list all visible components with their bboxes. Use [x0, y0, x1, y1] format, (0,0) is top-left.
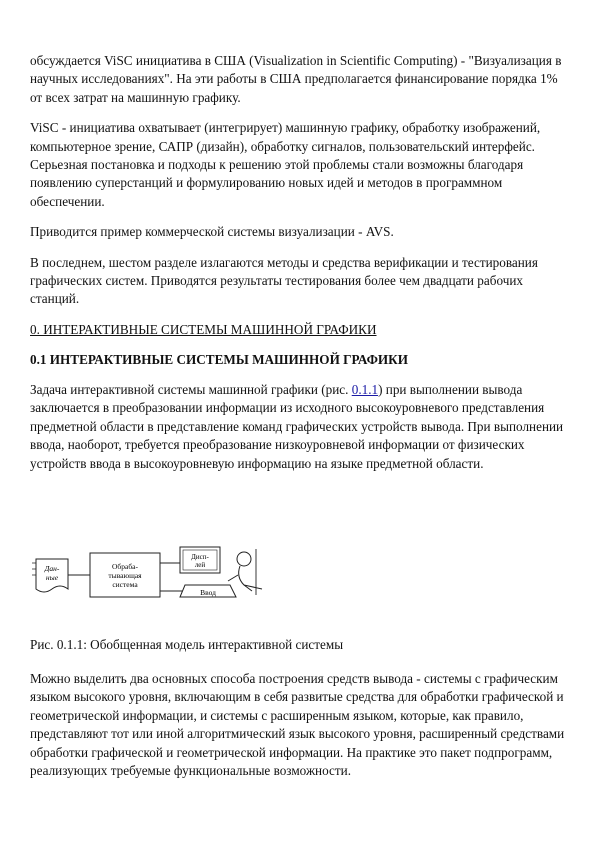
processing-label-line1: Обраба-: [112, 562, 138, 571]
data-document-shape: [32, 559, 68, 592]
data-label-line1: Дан-: [44, 564, 60, 573]
interactive-system-figure: [30, 545, 390, 605]
paragraph-visc-scope: ViSC - инициатива охватывает (интегрирует) машинную графику, обработку изображений, компьютерное зрение, САПР (дизайн), обработку сигналов, пользовательский интерфейс. Серьезная постановка и подходы к решению этой проблемы стали возможны благодаря появлению суперстанций и формулированию новых идей и методов в программном обеспечении.: [30, 120, 541, 209]
task-text-after: ) при выполнении вывода заключается в преобразовании информации из исходного высокоуровневого представления предметной области в представление команд графических устройств вывода. При выполнении ввода, наоборот, требуется преобразование низкоуровневой информации от физических устройств ввода в высокоуровневую информацию на языке предметной области.: [30, 381, 564, 471]
processing-label-line2: тывающая: [108, 571, 142, 580]
paragraph-visc-intro: обсуждается ViSC инициатива в США (Visualization in Scientific Computing) - "Визуализация в научных исследованиях". На эти работы в США предполагается финансирование порядка 1% от всех затрат на машинную графику.: [30, 53, 562, 105]
subsection-heading: 0.1 ИНТЕРАКТИВНЫЕ СИСТЕМЫ МАШИННОЙ ГРАФИКИ: [30, 351, 408, 367]
paragraph-avs: Приводится пример коммерческой системы визуализации - AVS.: [30, 224, 394, 240]
figure-caption: Рис. 0.1.1: Обобщенная модель интерактивной системы: [30, 637, 344, 652]
data-label-line2: ные: [45, 573, 59, 582]
paragraph-output-methods: Можно выделить два основных способа построения средств вывода - системы с графическим языком высокого уровня, включающим в себя развитые средства для обработки графической и геометрической информации, и системы с расширенным языком, которые, как правило, представляют тот или иной алгоритмический язык высокого уровня, расширенный средствами обработки графической и геометрической информации. На практике это пакет подпрограмм, реализующих требуемые функциональные возможности.: [30, 671, 565, 779]
document-body: [30, 52, 570, 485]
processing-system-box: [90, 553, 160, 597]
figure-link[interactable]: 0.1.1: [351, 381, 379, 397]
display-label-line2: лей: [194, 561, 206, 569]
section-heading: 0. ИНТЕРАКТИВНЫЕ СИСТЕМЫ МАШИННОЙ ГРАФИКИ: [30, 321, 377, 337]
display-box: [180, 547, 220, 573]
display-label-line1: Дисп-: [191, 553, 209, 561]
processing-label-line3: система: [112, 580, 138, 589]
task-text-before: Задача интерактивной системы машинной графики (рис.: [30, 381, 352, 397]
input-device-shape: [180, 585, 236, 597]
user-figure: [228, 549, 262, 595]
document-body-continued: [30, 670, 570, 792]
paragraph-task: [30, 381, 570, 473]
input-label: Ввод: [200, 588, 216, 597]
paragraph-verification: В последнем, шестом разделе излагаются методы и средства верификации и тестирования графических систем. Приводятся результаты тестирования более чем двадцати рабочих станций.: [30, 254, 538, 307]
